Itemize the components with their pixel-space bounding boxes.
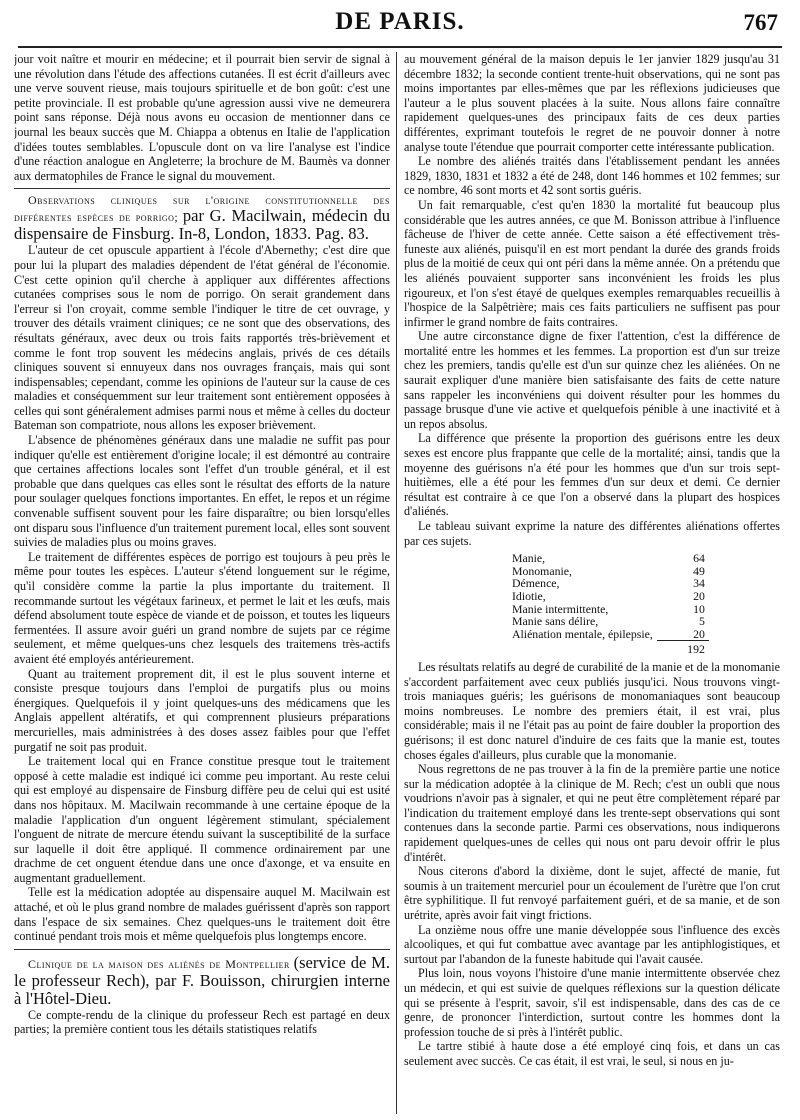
article-title-main: (service de M. le professeur Rech), par F. Bouisson, chirurgien interne à l'Hôtel-Dieu. bbox=[14, 952, 390, 1008]
body-paragraph: La différence que présente la proportion des guérisons entre les deux sexes est encore plus frappante que celle de la mortalité; ainsi, tandis que la moyenne des guérisons n'a été pour les hommes que d'un sur trois sept-huitièmes, elle a été pour les femmes d'un sur deux et demi. Ce dernier résultat est contraire à ce que l'on a observé dans la plupart des hospices d'aliénés. bbox=[404, 431, 780, 519]
body-paragraph: L'auteur de cet opuscule appartient à l'école d'Abernethy; c'est dire que pour lui la plupart des maladies dépendent de l'état général de l'économie. C'est cette opinion qu'il cherche à appliquer aux différentes affections cutanées comprises sous le nom de porrigo. On serait grandement dans l'erreur si l'on croyait, comme semble l'indiquer le titre de cet ouvrage, y trouver des détails vraiment cliniques; ce ne sont que des observations, des résultats généraux, avec deux ou trois faits rapportés très-brièvement et comme le font trop souvent les médecins anglais, privés de ces détails cliniques souvent si ennuyeux dans nos ouvrages français, mais qui sont indispensables; cependant, comme les opinions de l'auteur sur la cause de ces maladies et conséquemment sur leur traitement sont entièrement opposées à celles qui sont généralement admises parmi nous et même à celles du docteur Bateman son compatriote, nous allons les exposer brièvement. bbox=[14, 243, 390, 433]
body-paragraph: La onzième nous offre une manie développée sous l'influence des excès alcooliques, et qui fut combattue avec avantage par les antiphlogistiques, et surtout par l'abandon de la funeste habitude qui l'avait causée. bbox=[404, 922, 780, 966]
body-paragraph: Quant au traitement proprement dit, il est le plus souvent interne et consiste presque toujours dans l'emploi de purgatifs plus ou moins énergiques. Quelquefois il y joint quelques-uns des médicamens que les Anglais appellent altératifs, et qui comprennent plusieurs préparations mercurielles, mais administrées à des doses assez faibles pour que l'effet purgatif ne soit pas produit. bbox=[14, 666, 390, 754]
table-label: Manie, bbox=[512, 551, 546, 566]
article-title-porrigo bbox=[14, 193, 390, 243]
table-total-row bbox=[508, 641, 709, 656]
body-paragraph: Plus loin, nous voyons l'histoire d'une manie intermittente observée chez un médecin, et qui est suivie de quelques réflexions sur la question délicate qui se présente à l'esprit, savoir, s'il est indispensable, dans des cas de ce genre, de prononcer l'interdiction, surtout contre les hommes dont la profession touche de si près à l'intérêt public. bbox=[404, 966, 780, 1039]
body-paragraph: Le traitement local qui en France constitue presque tout le traitement opposé à cette maladie est indiqué ici comme peu important. Au reste celui qui est employé au dispensaire de Finsburg diffère peu de celui qui est usité dans nos hôpitaux. M. Macilwain recommande à une certaine époque de la maladie l'application d'un onguent légèrement stimulant, spécialement l'onguent de nitrate de mercure étendu suivant la susceptibilité de la surface sur laquelle il doit être appliqué. Il commence ordinairement par une drachme de cet onguent étendue dans une once d'axonge, et va ensuite en augmentant graduellement. bbox=[14, 754, 390, 885]
table-row bbox=[508, 615, 709, 628]
left-column bbox=[14, 52, 390, 1116]
table-label: Démence, bbox=[512, 576, 560, 591]
table-label: Manie sans délire, bbox=[512, 614, 599, 629]
section-divider bbox=[14, 188, 390, 189]
table-value: 64 bbox=[693, 551, 705, 566]
table-value: 49 bbox=[693, 563, 705, 578]
table-row bbox=[508, 552, 709, 565]
body-paragraph: Les résultats relatifs au degré de curabilité de la manie et de la monomanie s'accordent parfaitement avec ceux publiés jusqu'ici. Nous trouvons vingt-trois maniaques guéris; les guérisons de monomaniaques sont beaucoup moins nombreuses. Le nombre des premiers était, il est vrai, plus considérable; mais il ne l'était pas au point de faire doubler la proportion des guérisons; il est donc naturel d'induire de ces faits que la manie est, toutes choses égales d'ailleurs, plus curable que la monomanie. bbox=[404, 659, 780, 762]
table-value: 10 bbox=[693, 601, 705, 616]
table-row bbox=[508, 590, 709, 603]
intro-paragraph: jour voit naître et mourir en médecine; et il pourrait bien servir de signal à une révolution dans l'étude des affections cutanées. Il est écrit d'ailleurs avec une verve souvent rieuse, mais toujours spirituelle et de bon goût: c'est une petite provinciale. Il est probable qu'une agression aussi vive ne demeurera point sans réponse. Déjà nous avons eu occasion de mentionner dans ce journal les beaux succès que M. Chiappa a obtenus en Italie de l'application d'idées toutes semblables. L'opuscule dont on va lire l'analyse est l'indice d'une réaction analogue en Angleterre; la brochure de M. Baumès va donner aux dermatophiles de France le signal du mouvement. bbox=[14, 52, 390, 183]
column-rule bbox=[396, 52, 397, 1114]
article-title-smallcaps: Clinique de la maison des aliénés de Montpellier bbox=[28, 956, 290, 971]
alienation-table bbox=[508, 552, 709, 656]
table-row bbox=[508, 628, 709, 641]
body-paragraph: Ce compte-rendu de la clinique du professeur Rech est partagé en deux parties; la première contient tous les détails statistiques relatifs bbox=[14, 1007, 390, 1037]
table-value: 20 bbox=[693, 588, 705, 603]
body-paragraph: Un fait remarquable, c'est qu'en 1830 la mortalité fut beaucoup plus considérable que les autres années, ce que M. Bonisson attribue à l'influence fâcheuse de l'hiver de cette année. Cette saison a été effectivement très-funeste aux aliénés, puisqu'il en est mort pendant la durée des grands froids plus de la moitié de ceux qui ont péri dans la même année. On a prétendu que les aliénés pouvaient supporter sans inconvénient les froids les plus rigoureux, et l'on s'est étayé de quelques exemples remarquables recueillis à l'hospice de la Salpêtrière; mais ces faits particuliers ne suffisent pas pour infirmer le grand nombre de faits contraires. bbox=[404, 197, 780, 329]
table-value: 5 bbox=[698, 614, 705, 629]
body-paragraph: Le tableau suivant exprime la nature des différentes aliénations offertes par ces sujets. bbox=[404, 519, 780, 548]
section-divider bbox=[14, 949, 390, 950]
table-label: Aliénation mentale, épilepsie, bbox=[512, 627, 653, 642]
body-paragraph: Nous citerons d'abord la dixième, dont le sujet, affecté de manie, fut soumis à un traitement mercuriel pour un écoulement de l'urètre que l'on crut être syphilitique. Il fut renvoyé parfaitement guéri, et de sa manie, et de son urétrite, après avoir fait vingt frictions. bbox=[404, 864, 780, 923]
page-number: 767 bbox=[743, 10, 778, 35]
table-label: Monomanie, bbox=[512, 563, 572, 578]
article-title-main: par G. Macilwain, médecin du dispensaire de Finsburg. In-8, London, 1833. Pag. 83. bbox=[14, 206, 390, 244]
table-label: Manie intermittente, bbox=[512, 601, 609, 616]
right-column bbox=[404, 52, 780, 1116]
table-total: 192 bbox=[657, 641, 709, 656]
body-paragraph: Le nombre des aliénés traités dans l'établissement pendant les années 1829, 1830, 1831 et 1832 a été de 248, dont 146 hommes et 102 femmes; sur ce nombre, 46 sont morts et 42 sont sortis guéris. bbox=[404, 154, 780, 198]
running-title: DE PARIS. bbox=[335, 8, 465, 35]
body-paragraph: Le traitement de différentes espèces de porrigo est toujours à peu près le même pour toutes les espèces. L'auteur s'étend longuement sur le régime, qu'il considère comme la partie la plus importante du traitement. Il recommande surtout les végétaux farineux, et permet le lait et les œufs, mais défend absolument toute espèce de viande et de poisson, et toutes les liqueurs fermentées. Il assure avoir guéri un grand nombre de sujets par ce régime seulement, et même quelques-uns chez lesquels des traitemens très-actifs avaient été employés antérieurement. bbox=[14, 549, 390, 666]
body-paragraph: Nous regrettons de ne pas trouver à la fin de la première partie une notice sur la médication adoptée à la clinique de M. Rech; c'est un oubli que nous voudrions n'avoir pas à signaler, et qui ne peut être complètement réparé par l'indication du traitement employé dans les trente-sept observations qui sont contenues dans la seconde partie. Parmi ces observations, nous indiquerons rapidement quelques-unes de celles qui nous ont paru devoir offrir le plus d'intérêt. bbox=[404, 762, 780, 864]
table-value: 34 bbox=[693, 576, 705, 591]
page-header bbox=[18, 8, 782, 48]
body-paragraph: L'absence de phénomènes généraux dans une maladie ne suffit pas pour indiquer qu'elle est entièrement d'origine locale; il est démontré au contraire que certaines affections locales sont l'effet d'un trouble général, et il est probable que dans quelques cas elles sont le résultat des efforts de la nature pour soulager quelques fonctions importantes. En effet, le repos et un régime convenable suffisent souvent pour les faire disparaître; ou bien lorsqu'elles ont disparu sous l'influence d'un traitement purement local, elles sont souvent suivies de maladies plus ou moins graves. bbox=[14, 433, 390, 550]
body-paragraph: Une autre circonstance digne de fixer l'attention, c'est la différence de mortalité entre les hommes et les femmes. La proportion est d'un sur treize chez les premiers, tandis qu'elle est d'un sur quinze chez les aliénées. On ne saurait expliquer d'une manière bien satisfaisante des faits de cette nature sans rappeler les inconvéniens qui doivent résulter pour les hommes du passage brusque d'une vie active et quelquefois pénible à une inactivité et à un repos absolus. bbox=[404, 329, 780, 431]
article-title-smallcaps: Observations cliniques sur l'origine constitutionnelle des différentes espèces de porrigo; bbox=[14, 193, 390, 225]
body-paragraph: au mouvement général de la maison depuis le 1er janvier 1829 jusqu'au 31 décembre 1832; la seconde contient trente-huit observations, qui ne sont pas moins importantes par elles-mêmes que par les réflexions judicieuses que l'auteur a le plus souvent placées à la suite. Nous allons faire connaître rapidement quelques-unes des principaux faits de ces deux parties différentes, exprimant toutefois le regret de ne pouvoir donner à notre analyse toute l'étendue que pourrait comporter cette intéressante publication. bbox=[404, 52, 780, 154]
body-paragraph: Telle est la médication adoptée au dispensaire auquel M. Macilwain est attaché, et où le plus grand nombre de malades guérissent d'après son rapport dans l'espace de six semaines. Chez quelques-uns le traitement doit être continué pendant trois mois et même quelquefois plus longtemps encore. bbox=[14, 885, 390, 944]
table-label: Idiotie, bbox=[512, 588, 546, 603]
body-paragraph: Le tartre stibié à haute dose a été employé cinq fois, et dans un cas seulement avec succès. Ce cas était, il est vrai, le seul, si nous en ju- bbox=[404, 1039, 780, 1068]
table-value: 20 bbox=[693, 626, 705, 641]
article-title-montpellier bbox=[14, 954, 390, 1008]
